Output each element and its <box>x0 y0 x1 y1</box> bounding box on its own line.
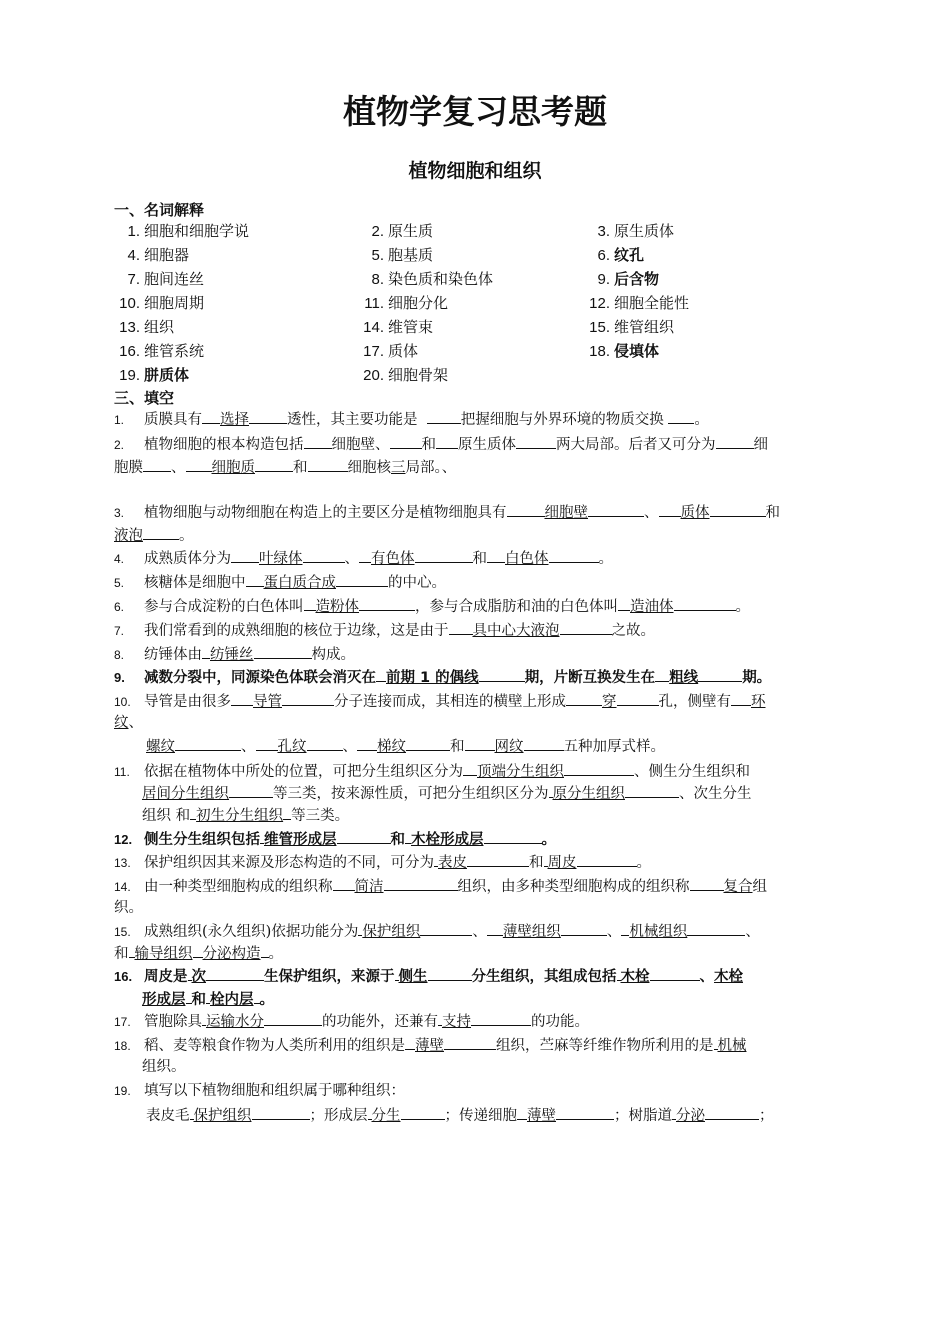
question-15: 15. 成熟组织(永久组织)依据功能分为 保护组织 、 薄壁组织 、 机械组织 、 <box>114 920 760 943</box>
term-item: 2. 原生质 <box>371 222 434 240</box>
term-item: 9. 后含物 <box>597 270 660 288</box>
chapter-subtitle: 植物细胞和组织 <box>408 160 542 182</box>
question-3-continued: 液泡 。 <box>114 524 194 547</box>
term-item: 8. 染色质和染色体 <box>371 270 494 288</box>
question-15-continued: 和 输导组织 分泌构造 。 <box>114 942 283 965</box>
term-item: 6. 纹孔 <box>597 246 645 264</box>
question-19: 19. 填写以下植物细胞和组织属于哪种组织： <box>114 1083 405 1099</box>
question-3: 3. 植物细胞与动物细胞在构造上的主要区分是植物细胞具有 细胞壁 、 质体 和 <box>114 501 780 524</box>
term-item: 11. 细胞分化 <box>364 294 449 312</box>
term-item: 14. 维管束 <box>363 318 434 336</box>
question-5: 5. 核糖体是细胞中 蛋白质合成 的中心。 <box>114 571 446 594</box>
question-19-answers: 表皮毛 保护组织 ；形成层 分生 ；传递细胞 薄壁 ；树脂道 分泌 ； <box>146 1104 774 1127</box>
term-item: 12. 细胞全能性 <box>589 294 690 312</box>
question-18-continued: 组织。 <box>142 1059 186 1075</box>
question-10-continued: 纹、 <box>114 715 143 731</box>
question-11-continued: 居间分生组织 等三类，按来源性质，可把分生组织区分为 原分生组织 、次生分生 <box>142 782 752 805</box>
section-heading-definitions: 一、名词解释 <box>114 201 205 219</box>
term-item: 17. 质体 <box>363 342 419 360</box>
question-6: 6. 参与合成淀粉的白色体叫 造粉体 ，参与合成脂肪和油的白色体叫 造油体 。 <box>114 595 750 618</box>
question-1: 1. 质膜具有 选择 透性，其主要功能是 把握细胞与外界环境的物质交换 。 <box>114 408 709 431</box>
question-11-continued-2: 组织 和 初生分生组织 等三类。 <box>142 804 349 827</box>
question-8: 8. 纺锤体由 纺锤丝 构成。 <box>114 643 355 666</box>
section-heading-fill-blanks: 三、填空 <box>114 389 175 407</box>
question-17: 17. 管胞除具 运输水分 的功能外，还兼有 支持 的功能。 <box>114 1010 589 1033</box>
question-9: 9. 减数分裂中，同源染色体联会消灭在 前期 1 的偶线 期，片断互换发生在 粗线 期。 <box>114 666 771 689</box>
question-11: 11. 依据在植物体中所处的位置，可把分生组织区分为 顶端分生组织 、侧生分生组织和 <box>114 760 750 783</box>
term-item: 1. 细胞和细胞学说 <box>127 222 250 240</box>
term-item: 19. 胼质体 <box>119 366 190 384</box>
question-18: 18. 稻、麦等粮食作物为人类所利用的组织是 薄壁 组织，苎麻等纤维作物所利用的是 机械 <box>114 1034 747 1057</box>
term-item: 15. 维管组织 <box>589 318 675 336</box>
term-item: 10. 细胞周期 <box>119 294 205 312</box>
term-item: 13. 组织 <box>119 318 175 336</box>
question-16-continued: 形成层 和 栓内层 。 <box>142 988 274 1011</box>
question-13: 13. 保护组织因其来源及形态构造的不同，可分为 表皮 和 周皮 。 <box>114 851 651 874</box>
question-16: 16. 周皮是 次 生保护组织，来源于 侧生 分生组织，其组成包括 木栓 、木栓 <box>114 965 743 988</box>
question-4: 4. 成熟质体分为 叶绿体 、 有色体 和 白色体 。 <box>114 547 613 570</box>
question-7: 7. 我们常看到的成熟细胞的核位于边缘，这是由于 具中心大液泡 之故。 <box>114 619 655 642</box>
term-item: 3. 原生质体 <box>597 222 675 240</box>
question-14: 14. 由一种类型细胞构成的组织称 简洁 组织，由多种类型细胞构成的组织称 复合组 <box>114 875 767 898</box>
term-item: 7. 胞间连丝 <box>127 270 205 288</box>
term-item: 20. 细胞骨架 <box>363 366 449 384</box>
term-item: 5. 胞基质 <box>371 246 434 264</box>
term-item: 16. 维管系统 <box>119 342 205 360</box>
term-item: 4. 细胞器 <box>127 246 190 264</box>
question-2: 2. 植物细胞的根本构造包括 细胞壁、 和 原生质体 两大局部。后者又可分为 细 <box>114 433 768 456</box>
question-12: 12. 侧生分生组织包括 维管形成层 和 木栓形成层 。 <box>114 828 556 851</box>
question-10-continued-2: 螺纹 、 孔纹 、 梯纹 和 网纹 五种加厚式样。 <box>146 735 665 758</box>
question-2-continued: 胞膜 、 细胞质 和 细胞核三局部。、 <box>114 456 456 479</box>
question-14-continued: 织。 <box>114 900 143 916</box>
term-item: 18. 侵填体 <box>589 342 660 360</box>
question-10: 10. 导管是由很多 导管 分子连接而成，其相连的横壁上形成 穿 孔，侧壁有 环 <box>114 690 766 713</box>
page-title: 植物学复习思考题 <box>343 92 607 131</box>
